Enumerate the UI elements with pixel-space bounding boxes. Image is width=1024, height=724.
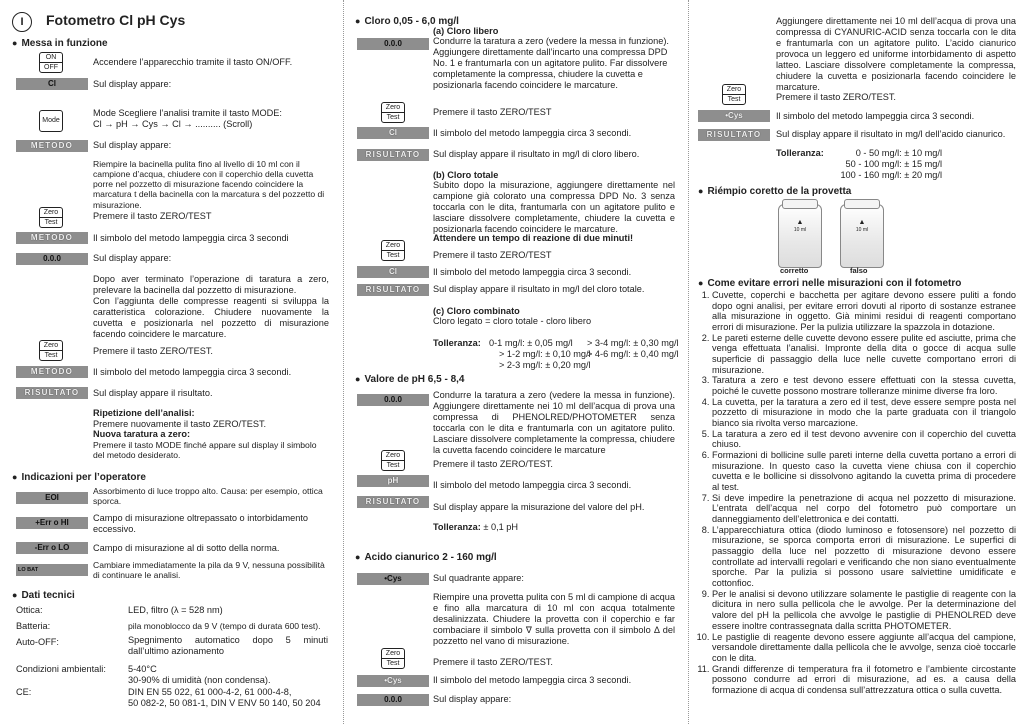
top-text: Aggiungere direttamente nei 10 ml dell’acqua di prova una compressa di CYANURIC-ACID senza toccarla con le dita e frantumarla con un agitatore pulito. L’acido cianurico provoca un leggero ed uniforme intorbidamento di aspetto latteo. Lasciare dissolvere completamente la compressa, chiudere la cuvetta e posizionarla facendo coincidere le marcature. — [776, 16, 1016, 93]
zero-test-key: Zero Test — [39, 340, 63, 361]
nuova-text: Premere il tasto MODE finché appare sul display il simbolo del metodo desiderato. — [93, 440, 317, 461]
display-cl-blink: Cl — [357, 266, 429, 278]
display-ph-blink: pH — [357, 475, 429, 487]
section-number: I — [12, 12, 32, 32]
p-zero3: Premere il tasto ZERO/TEST. — [433, 459, 553, 469]
dati-val: Spegnimento automatico dopo 5 minuti dall’ultimo azionamento — [128, 635, 328, 657]
p-risultato: Sul display appare il risultato. — [93, 388, 213, 398]
list-item: 3. Taratura a zero e test devono essere effettuati con la stessa cuvetta, poiché le cuvette possono mostrare tolleranze minime diverse fra loro. — [712, 375, 1016, 396]
b-head: (b) Cloro totale — [433, 170, 499, 180]
display-000: 0.0.0 — [357, 694, 429, 706]
toll-label: Tolleranza: — [776, 148, 824, 158]
ind-code: +Err o HI — [16, 517, 88, 529]
display-risultato: RISULTATO — [357, 284, 429, 296]
cys-text: Riempire una provetta pulita con 5 ml di campione di acqua e fino alla marcatura di 10 ml con acqua totalmente desalinizzata. Chiudere la provetta con il coperchio e far combaciare il simbolo ∇ sulla provetta con il simbolo Δ del pozzetto nel vano di misurazione. — [433, 592, 675, 647]
list-item: 11. Grandi differenze di temperatura fra il fotometro e l’ambiente circostante possono condurre ad errori di misurazione, ad es. a causa della formazione di acqua di condensa sull’attrezzatura ottica o sulla cuvetta. — [712, 664, 1016, 696]
rip-head: Ripetizione dell’analisi: — [93, 408, 195, 418]
ind-code: EOI — [16, 492, 88, 504]
toll-list-a: 0-1 mg/l: ± 0,05 mg/l > 1-2 mg/l: ± 0,10 mg/l > 2-3 mg/l: ± 0,20 mg/l — [489, 338, 591, 371]
ph-header: ● Valore de pH 6,5 - 8,4 — [355, 374, 464, 386]
zero-test-key: Zero Test — [381, 450, 405, 471]
display-risultato: RISULTATO — [698, 129, 770, 141]
p-riempire: Riempire la bacinella pulita fino al livello di 10 ml con il campione d’acqua, chiudere con il coperchio della cuvetta porre nel pozzetto di misurazione facendo coincidere la marcatura t della bacinella con la marcatura s del pozzetto di misurazione. — [93, 159, 325, 210]
dati-val: 5-40°C 30-90% di umidità (non condensa). — [128, 664, 271, 686]
dati-key: Auto-OFF: — [16, 637, 59, 647]
ind-code: -Err o LO — [16, 542, 88, 554]
p-on: Accendere l’apparecchio tramite il tasto ON/OFF. — [93, 57, 293, 67]
dati-header: ● Dati tecnici — [12, 590, 75, 602]
vial-wrong: ▲ 10 ml — [840, 204, 884, 268]
dati-key: Ottica: — [16, 605, 43, 615]
toll-label: Tolleranza: — [433, 338, 481, 348]
cloro-header: ● Cloro 0,05 - 6,0 mg/l — [355, 16, 459, 28]
dati-val: pila monoblocco da 9 V (tempo di durata 600 test). — [128, 621, 321, 631]
title-text: Fotometro Cl pH Cys — [46, 12, 186, 28]
zero-test-key: Zero Test — [381, 240, 405, 261]
riempio-header: ● Riémpio coretto de la provetta — [698, 186, 851, 198]
p-zero1: Premere il tasto ZERO/TEST — [433, 107, 552, 117]
p-ris2: Sul display appare il risultato in mg/l del cloro totale. — [433, 284, 645, 294]
display-metodo-blink: METODO — [16, 366, 88, 378]
p-lamp4: Il simbolo del metodo lampeggia circa 3 secondi. — [433, 675, 632, 685]
zero-test-key: Zero Test — [722, 84, 746, 105]
dati-val: DIN EN 55 022, 61 000-4-2, 61 000-4-8, 50 082-2, 50 081-1, DIN V ENV 50 140, 50 204 — [128, 687, 321, 709]
onoff-key: ON OFF — [39, 52, 63, 73]
display-000: 0.0.0 — [357, 38, 429, 50]
display-metodo-blink: METODO — [16, 232, 88, 244]
toll-list: 0 - 50 mg/l: ± 10 mg/l 50 - 100 mg/l: ± 15 mg/l 100 - 160 mg/l: ± 20 mg/l — [840, 148, 942, 181]
p-zero: Premere il tasto ZERO/TEST. — [776, 92, 896, 102]
display-000: 0.0.0 — [357, 394, 429, 406]
ind-code: LO BAT — [16, 564, 88, 576]
p-ris: Sul display appare il risultato in mg/l dell’acido cianurico. — [776, 129, 1006, 139]
zero-test-key: Zero Test — [39, 207, 63, 228]
dati-key: Condizioni ambientali: — [16, 664, 106, 674]
p-display3: Sul display appare: — [93, 253, 172, 263]
c-text: Cloro legato = cloro totale - cloro libero — [433, 316, 592, 326]
b-wait: Attendere un tempo di reazione di due minuti! — [433, 233, 634, 243]
list-item: 7. Si deve impedire la penetrazione di acqua nel pozzetto di misurazione. L’entrata dell’acqua nel corpo del fotometro può comportare un danneggiamento dell’elettronica e dei contatti. — [712, 493, 1016, 525]
list-item: 2. Le pareti esterne delle cuvette devono essere pulite ed asciutte, prima che venga effettuata l’analisi. Impronte della dita o gocce di acqua sulle superficie di passaggio della luce nelle cuvette comportano errori di misurazione. — [712, 333, 1016, 376]
column-divider — [343, 0, 344, 724]
p-dopo: Dopo aver terminato l’operazione di taratura a zero, prelevare la bacinella dal pozzetto di misurazione. Con l’aggiunta delle compresse reagenti si sviluppa la caratteristica colorazione. Chiudere nuovamente la cuvetta e posizionarla nel pozzetto di misurazione facendo coincidere le marcature. — [93, 274, 329, 340]
p-zero4: Premere il tasto ZERO/TEST. — [433, 657, 553, 667]
ind-text: Assorbimento di luce troppo alto. Causa: per esempio, ottica sporca. — [93, 486, 323, 507]
a-text: Condurre la taratura a zero (vedere la messa in funzione). Aggiungere direttamente dall’incarto una compressa DPD No. 1 e frantumarla con un agitatore pulito. Far dissolvere completamente la compressa, chiudere la cuvetta e posizionarla facendo coincidere le marcature. — [433, 36, 669, 91]
errori-header: ● Come evitare errori nelle misurazioni con il fotometro — [698, 278, 961, 290]
p-zero2: Premere il tasto ZERO/TEST. — [93, 346, 213, 356]
p-lamp2: Il simbolo del metodo lampeggia circa 3 secondi. — [93, 367, 292, 377]
display-cys-blink: •Cys — [357, 675, 429, 687]
list-item: 5. La taratura a zero ed il test devono avvenire con il coperchio del cuvetta chiuso. — [712, 429, 1016, 450]
display-risultato: RISULTATO — [357, 149, 429, 161]
display-cl-blink: Cl — [357, 127, 429, 139]
display-000: 0.0.0 — [16, 253, 88, 265]
ph-text: Condurre la taratura a zero (vedere la messa in funzione). Aggiungere direttamente nei 10 ml dell’acqua di prova una compressa di PHENOLRED/PHOTOMETER senza toccarla con le dita e frantumarla con un agitatore pulito. Lasciare dissolvere completamente la compressa, chiudere la cuvetta facendo coincidere le marcature — [433, 390, 675, 456]
messa-header: ● Messa in funzione — [12, 38, 108, 50]
list-item: 9. Per le analisi si devono utilizzare solamente le pastiglie di reagente con la dicitura in nero sulla pellicola che le avvolge. Per la determinazione del valore del pH la pellicola che avvolge le pastiglie di PHENOLRED deve essere inoltre contrassegnata dalla scritta PHOTOMETER. — [712, 589, 1016, 632]
dati-val: LED, filtro (λ = 528 nm) — [128, 605, 223, 615]
toll-list-b: > 3-4 mg/l: ± 0,30 mg/l > 4-6 mg/l: ± 0,40 mg/l — [587, 338, 679, 360]
mode-key: Mode — [39, 110, 63, 132]
p-quadr: Sul quadrante appare: — [433, 573, 524, 583]
p-lamp1: Il simbolo del metodo lampeggia circa 3 secondi. — [433, 128, 632, 138]
p-ris3: Sul display appare la misurazione del valore del pH. — [433, 502, 645, 512]
p-lamp1: Il simbolo del metodo lampeggia circa 3 secondi — [93, 233, 289, 243]
display-cys-blink: •Cys — [698, 110, 770, 122]
p-lamp2: Il simbolo del metodo lampeggia circa 3 secondi. — [433, 267, 632, 277]
list-item: 8. L’apparecchiatura ottica (diodo luminoso e fotosensore) nel pozzetto di misurazione, se sporca comporta errori di misurazione. Le superfici di passaggio della luce nel pozzetto di misurazione devono essere controllate ad intervalli regolari e verificando che non siano eventualmente sporche. Par la pulizia si possono usare salviettine umidificate e cottonfioc. — [712, 525, 1016, 589]
column-1 — [12, 0, 332, 724]
p-display: Sul display appare: — [433, 694, 512, 704]
list-item: 4. La cuvetta, per la taratura a zero ed il test, deve essere sempre posta nel pozzetto di misurazione in modo che la parte graduata con il triangolo bianco sia rivolta verso marcazione. — [712, 397, 1016, 429]
display-risultato: RISULTATO — [357, 496, 429, 508]
p-mode: Mode Scegliere l’analisi tramite il tasto MODE: Cl → pH → Cys → Cl → .......... (Scroll) — [93, 108, 282, 130]
p-ris1: Sul display appare il risultato in mg/l di cloro libero. — [433, 149, 640, 159]
display-cl: Cl — [16, 78, 88, 90]
ind-text: Campo di misurazione al di sotto della norma. — [93, 543, 280, 553]
list-item: 1. Cuvette, coperchi e bacchetta per agitare devono essere puliti a fondo dopo ogni analisi, per evitare errori dovuti al riporto di sostanze estranee alla misurazione in oggetto. Già minimi residui di reagenti comportano errori di misurazione. Per la pulizia utilizzare la spazzola in dotazione. — [712, 290, 1016, 333]
column-divider — [688, 0, 689, 724]
display-cys: •Cys — [357, 573, 429, 585]
vial-correct: ▲ 10 ml — [778, 204, 822, 268]
p-lamp3: Il simbolo del metodo lampeggia circa 3 secondi. — [433, 480, 632, 490]
a-head: (a) Cloro libero — [433, 26, 499, 36]
ind-text: Campo di misurazione oltrepassato o intorbidamento eccessivo. — [93, 513, 309, 535]
zero-test-key: Zero Test — [381, 648, 405, 669]
nuova-head: Nuova taratura a zero: — [93, 429, 191, 439]
list-item: 6. Formazioni di bollicine sulle pareti interne della cuvetta portano a errori di misurazione. In questo caso la cuvetta viene chiusa con il coperchio cuvetta e le bollicine si dissolvono agitando la cuvetta prima di procedere al test. — [712, 450, 1016, 493]
p-display1: Sul display appare: — [93, 79, 172, 89]
page-title — [12, 12, 185, 32]
p-lamp: Il simbolo del metodo lampeggia circa 3 secondi. — [776, 111, 975, 121]
c-head: (c) Cloro combinato — [433, 306, 520, 316]
ind-header: ● Indicazioni per l’operatore — [12, 472, 146, 484]
display-metodo: METODO — [16, 140, 88, 152]
ph-toll: Tolleranza: ± 0,1 pH — [433, 522, 519, 532]
list-item: 10. Le pastiglie di reagente devono essere aggiunte all’acqua del campione, versandole direttamente dalla pellicola che le avvolge, senza cioè toccarle con le dita. — [712, 632, 1016, 664]
column-2 — [355, 0, 680, 724]
dati-key: CE: — [16, 687, 32, 697]
dati-key: Batteria: — [16, 621, 51, 631]
p-display2: Sul display appare: — [93, 140, 172, 150]
ind-text: Cambiare immediatamente la pila da 9 V, nessuna possibilità di continuare le analisi. — [93, 560, 325, 581]
zero-test-key: Zero Test — [381, 102, 405, 123]
cys-header: ● Acido cianurico 2 - 160 mg/l — [355, 552, 497, 564]
b-text: Subito dopo la misurazione, aggiungere direttamente nel campione già colorato una compressa DPD No. 3 senza toccarla con le dita, frantumarla con un agitatore pulito e lasciare dissolvere completamente, chiudere la cuvetta e posizionarla facendo coincidere le marcature. — [433, 180, 675, 235]
p-zero1: Premere il tasto ZERO/TEST — [93, 211, 212, 221]
vial-bad-label: falso — [850, 266, 868, 275]
errori-list — [696, 290, 1016, 696]
column-3 — [698, 0, 1016, 724]
p-zero2: Premere il tasto ZERO/TEST — [433, 250, 552, 260]
rip-text: Premere nuovamente il tasto ZERO/TEST. — [93, 419, 267, 429]
display-risultato: RISULTATO — [16, 387, 88, 399]
vial-ok-label: corretto — [780, 266, 809, 275]
